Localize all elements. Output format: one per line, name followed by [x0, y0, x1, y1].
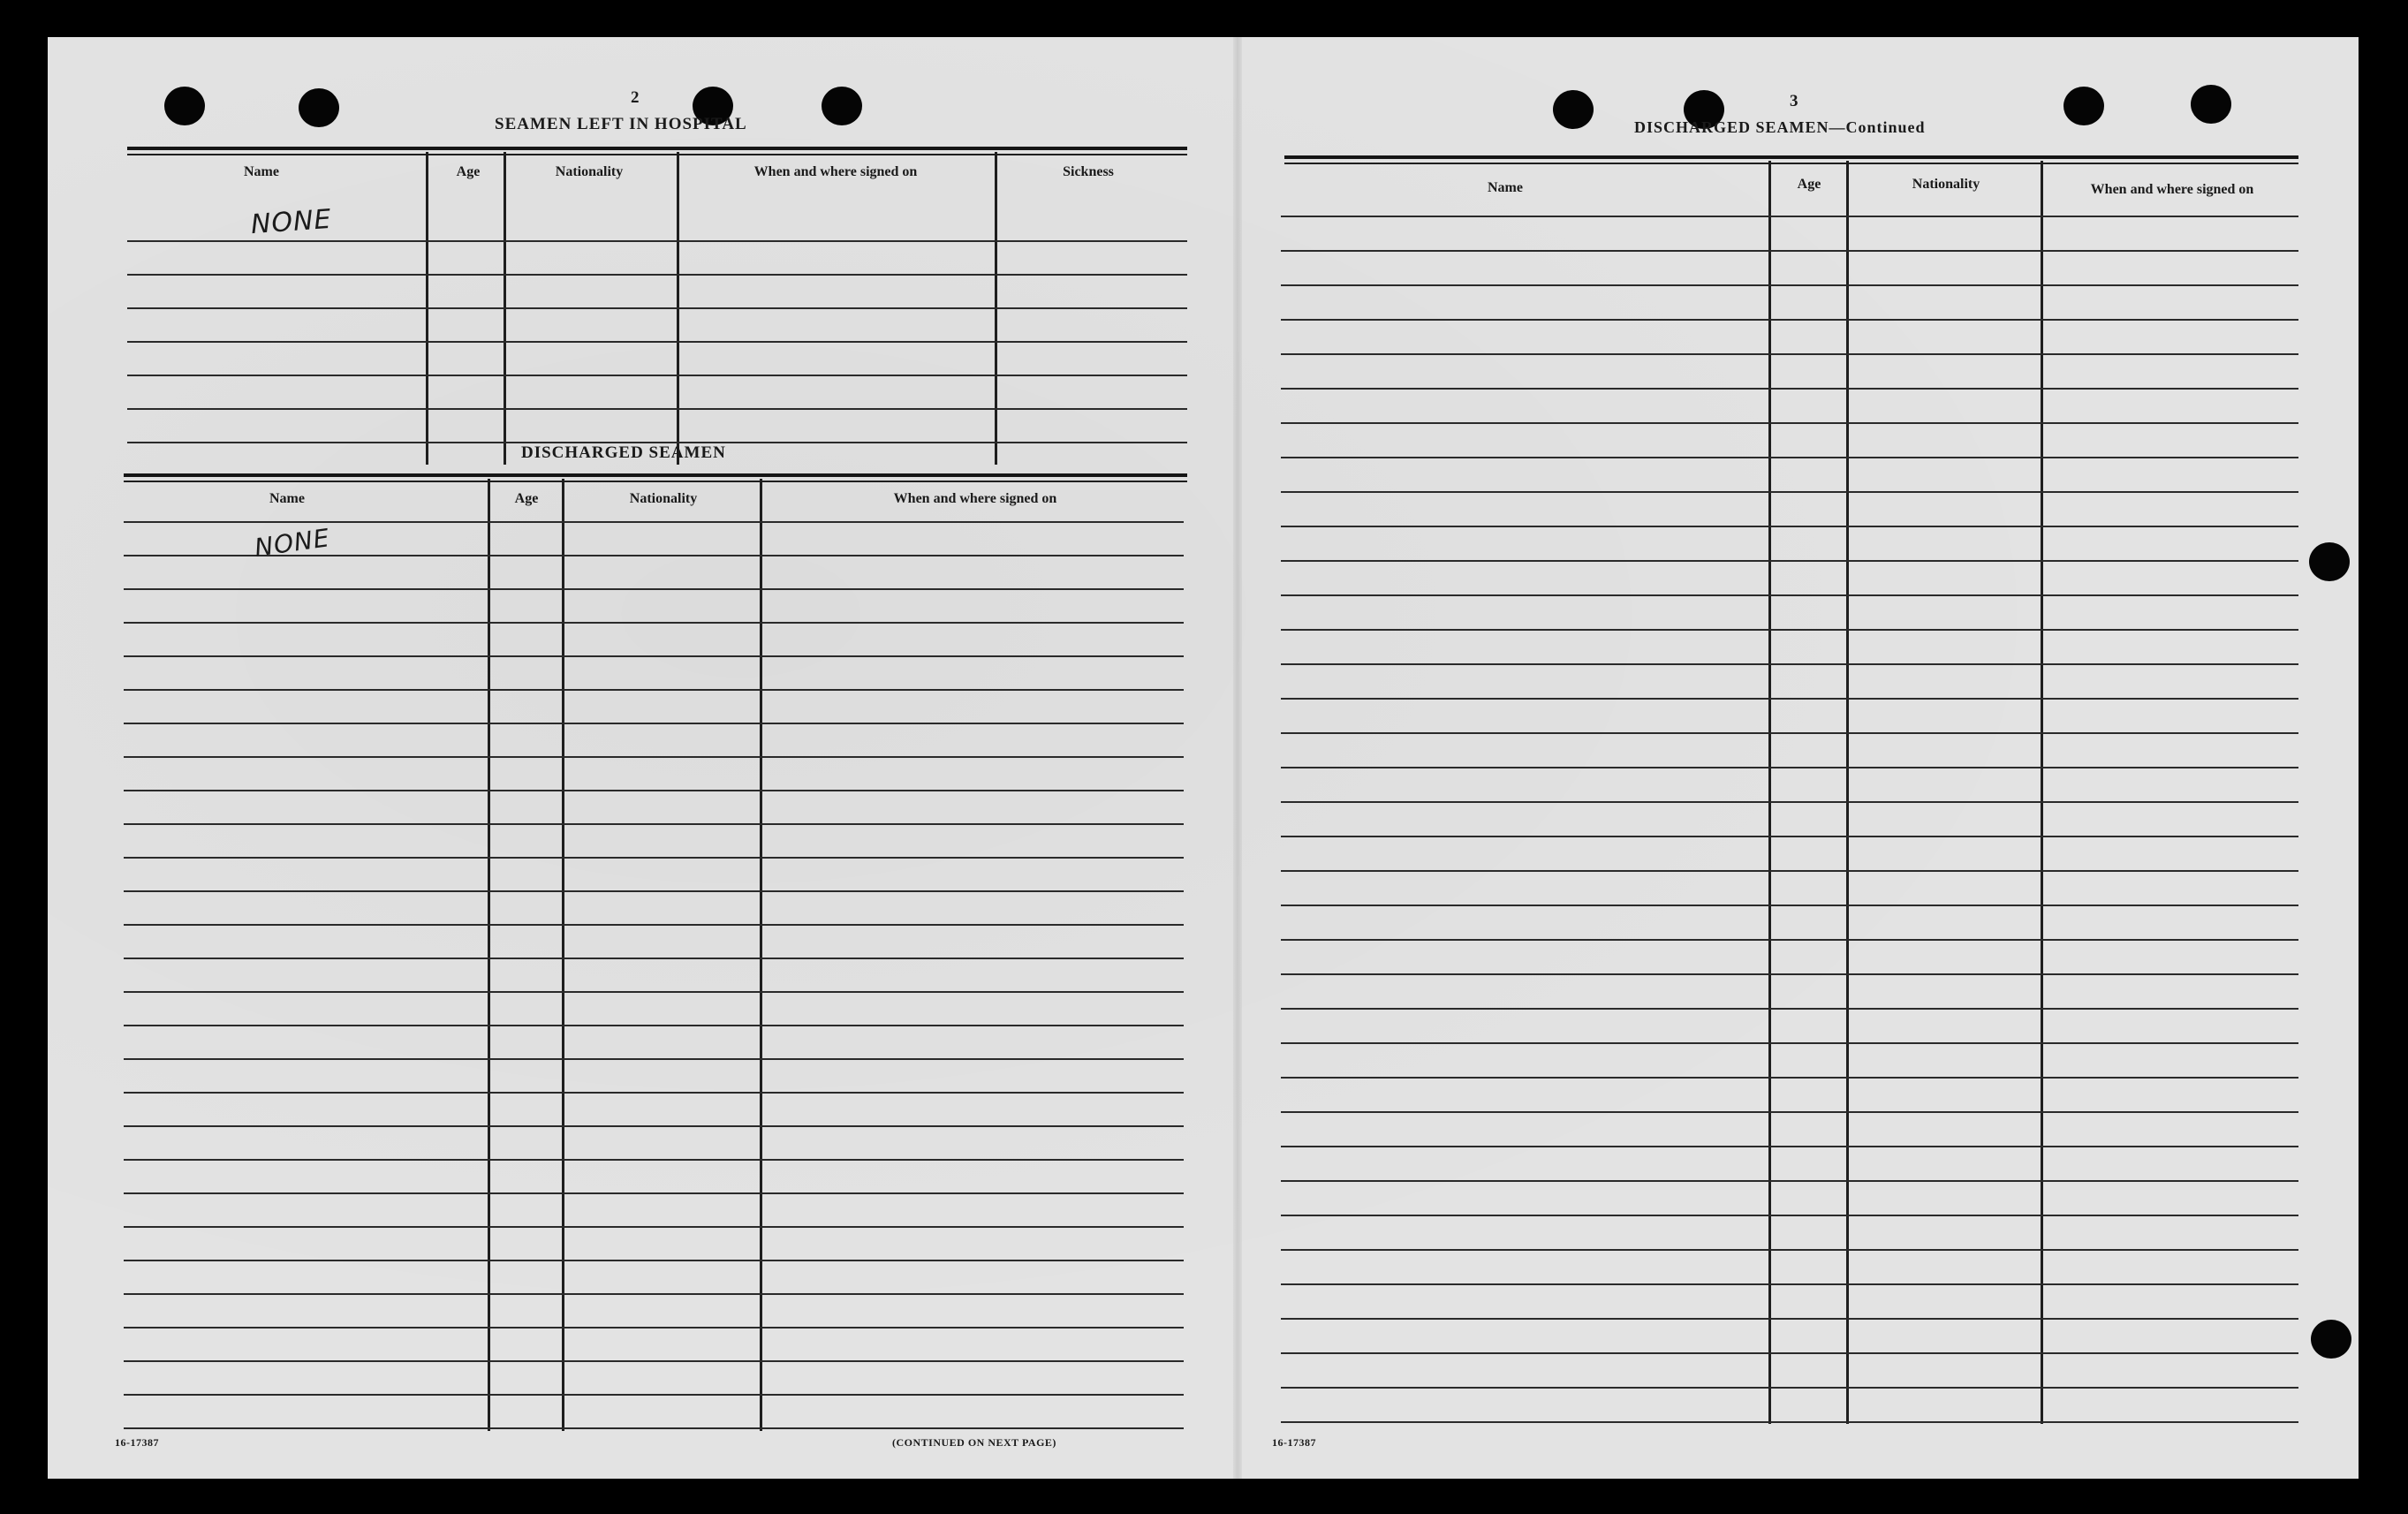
hospital-table-top-rule-thin	[127, 154, 1187, 155]
punch-hole	[2311, 1320, 2351, 1359]
punch-hole	[164, 87, 205, 125]
right-col-age: Age	[1797, 177, 1821, 192]
hospital-col-signed-on: When and where signed on	[753, 164, 918, 179]
discharged-table-rows	[124, 521, 1184, 1431]
right-col-signed-on: When and where signed on	[2090, 182, 2254, 197]
hospital-col-age: Age	[456, 164, 481, 179]
discharged-col-name: Name	[269, 491, 305, 506]
discharged-table-top-rule-thin	[124, 481, 1187, 482]
punch-hole	[2191, 85, 2231, 124]
punch-hole	[2309, 542, 2350, 581]
hospital-entry-handwriting: NONE	[249, 203, 333, 241]
continued-note: (CONTINUED ON NEXT PAGE)	[892, 1436, 1056, 1449]
punch-hole	[822, 87, 862, 125]
punch-hole	[299, 88, 339, 127]
left-page-number: 2	[631, 88, 640, 107]
hospital-col-name: Name	[244, 164, 279, 179]
discharged-table-top-rule	[124, 473, 1187, 477]
right-form-number: 16-17387	[1272, 1436, 1316, 1449]
hospital-table-top-rule	[127, 147, 1187, 150]
left-form-number: 16-17387	[115, 1436, 159, 1449]
right-table-top-rule-thin	[1284, 163, 2298, 164]
right-table-rows	[1281, 216, 2298, 1426]
punch-hole	[2063, 87, 2104, 125]
hospital-col-sickness: Sickness	[1063, 164, 1114, 179]
hospital-col-nationality: Nationality	[555, 164, 624, 179]
right-col-nationality: Nationality	[1912, 177, 1980, 192]
hospital-section-title: SEAMEN LEFT IN HOSPITAL	[495, 115, 747, 133]
document-sheet	[48, 37, 2359, 1479]
discharged-col-age: Age	[514, 491, 539, 506]
discharged-entry-handwriting: NONE	[253, 523, 332, 563]
discharged-col-nationality: Nationality	[629, 491, 698, 506]
discharged-section-title: DISCHARGED SEAMEN	[521, 443, 726, 462]
discharged-col-signed-on: When and where signed on	[893, 491, 1057, 506]
right-table-top-rule	[1284, 155, 2298, 159]
right-page-number: 3	[1790, 92, 1798, 110]
hospital-table-rows	[127, 240, 1187, 465]
center-fold	[1233, 37, 1242, 1479]
right-col-name: Name	[1488, 180, 1523, 195]
right-section-title: DISCHARGED SEAMEN—Continued	[1634, 118, 1926, 136]
punch-hole	[1553, 90, 1594, 129]
